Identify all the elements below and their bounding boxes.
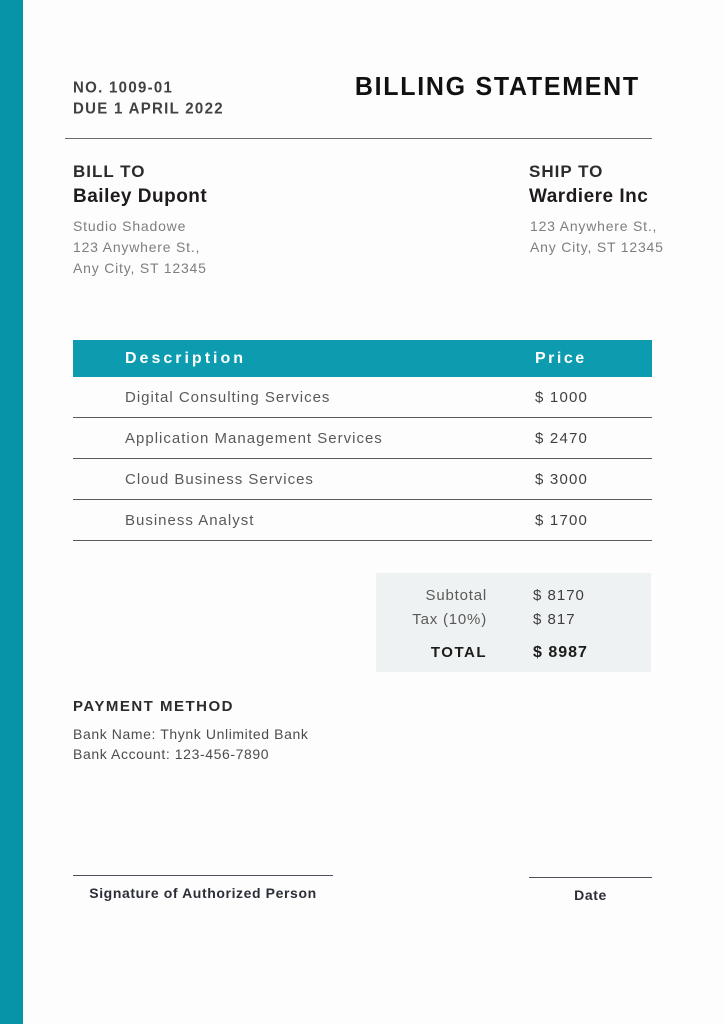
payment-method-section [73, 698, 308, 764]
invoice-number: NO. 1009-01 [73, 79, 174, 97]
totals-row [376, 608, 651, 632]
left-accent-bar [0, 0, 23, 1024]
parties-section [73, 162, 664, 279]
item-price: $ 1000 [535, 388, 589, 406]
grand-total-row [376, 641, 651, 665]
item-description: Cloud Business Services [125, 470, 314, 488]
item-price: $ 2470 [535, 429, 589, 447]
date-line [529, 877, 652, 903]
bank-name-line: Bank Name: Thynk Unlimited Bank [73, 726, 309, 742]
item-description: Digital Consulting Services [125, 388, 331, 406]
ship-to-line: 123 Anywhere St., [530, 218, 658, 234]
ship-to-block [529, 162, 664, 279]
bill-to-line: Any City, ST 12345 [73, 260, 207, 276]
item-description: Application Management Services [125, 429, 383, 447]
table-row [73, 418, 652, 459]
table-row [73, 377, 652, 418]
bill-to-line: Studio Shadowe [73, 218, 187, 234]
date-label: Date [574, 887, 607, 903]
ship-to-name: Wardiere Inc [529, 186, 649, 207]
grand-total-value: $ 8987 [533, 644, 588, 661]
table-header-row [73, 340, 652, 377]
items-table [73, 340, 652, 541]
bill-to-name: Bailey Dupont [73, 186, 208, 207]
totals-label: Tax (10%) [412, 611, 487, 628]
totals-value: $ 817 [533, 611, 576, 628]
bill-to-block [73, 162, 333, 279]
document-meta [73, 77, 224, 119]
bill-to-heading: BILL TO [73, 162, 146, 181]
column-header-price: Price [535, 349, 587, 367]
page-title: BILLING STATEMENT [355, 71, 640, 101]
item-price: $ 1700 [535, 511, 589, 529]
table-row [73, 500, 652, 541]
page-content [73, 0, 664, 1024]
column-header-description: Description [125, 349, 247, 367]
due-date: DUE 1 APRIL 2022 [73, 100, 224, 118]
payment-method-heading: PAYMENT METHOD [73, 698, 235, 715]
bill-to-line: 123 Anywhere St., [73, 239, 201, 255]
ship-to-heading: SHIP TO [529, 162, 604, 181]
totals-panel [376, 573, 651, 672]
totals-row [376, 584, 651, 608]
table-row [73, 459, 652, 500]
item-description: Business Analyst [125, 511, 255, 529]
header-divider [65, 138, 652, 139]
totals-value: $ 8170 [533, 587, 585, 604]
item-price: $ 3000 [535, 470, 589, 488]
bank-account-line: Bank Account: 123-456-7890 [73, 746, 270, 762]
totals-label: Subtotal [425, 587, 487, 604]
ship-to-line: Any City, ST 12345 [530, 239, 664, 255]
signature-line [73, 875, 333, 901]
grand-total-label: TOTAL [430, 644, 487, 661]
signature-label: Signature of Authorized Person [89, 885, 317, 901]
